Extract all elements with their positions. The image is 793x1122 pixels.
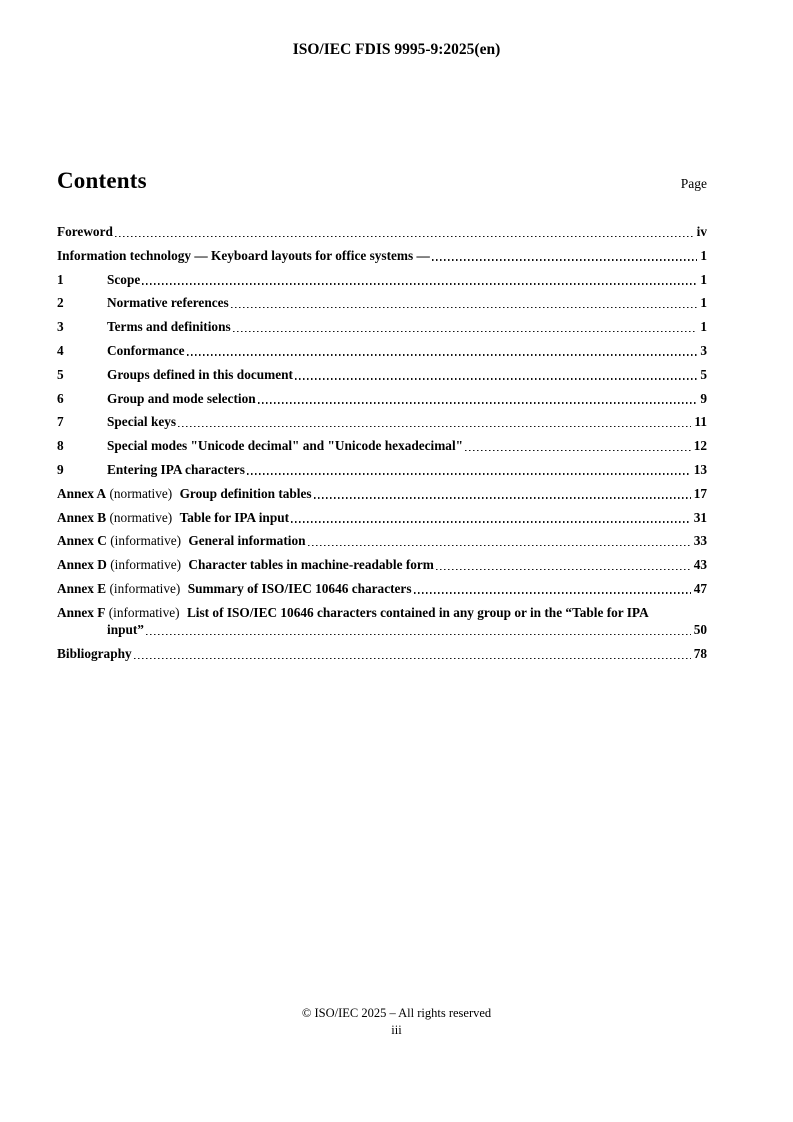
annex-kind: (informative) — [110, 533, 182, 549]
annex-label: Annex D — [57, 557, 107, 573]
toc-entry-page: 13 — [693, 461, 707, 477]
toc-entry-page: 50 — [693, 622, 707, 638]
folio-page-number: iii — [391, 1023, 402, 1037]
toc-entry-page: 17 — [693, 485, 707, 501]
toc-entry-number: 1 — [57, 271, 64, 287]
annex-kind: (normative) — [109, 509, 173, 525]
annex-kind: (informative) — [110, 557, 182, 573]
toc-entry-title: Normative references — [107, 295, 229, 311]
dot-leader — [465, 450, 691, 452]
copyright-notice: © ISO/IEC 2025 – All rights reserved — [301, 1006, 492, 1020]
toc-entry-title: Bibliography — [57, 646, 132, 662]
toc-entry-annex-f-line1[interactable] — [57, 605, 707, 621]
annex-kind: (informative) — [108, 604, 180, 620]
toc-entry-number: 7 — [57, 414, 64, 430]
toc-entry-title: Terms and definitions — [107, 319, 231, 335]
toc-entry-title: Groups defined in this document — [107, 366, 293, 382]
dot-leader — [308, 545, 691, 547]
toc-entry-title: Entering IPA characters — [107, 461, 245, 477]
dot-leader — [134, 658, 691, 660]
toc-entry-bibliography[interactable] — [57, 646, 707, 662]
annex-label: Annex C — [57, 533, 107, 549]
dot-leader — [233, 331, 698, 333]
dot-leader — [146, 634, 691, 636]
annex-title: Group definition tables — [179, 485, 312, 501]
dot-leader — [436, 569, 691, 571]
toc-entry-page: 47 — [693, 580, 707, 596]
dot-leader — [178, 426, 691, 428]
toc-entry-number: 6 — [57, 390, 64, 406]
contents-heading: Contents — [57, 168, 147, 193]
toc-entry-page: 1 — [700, 319, 707, 335]
dot-leader — [187, 354, 698, 356]
toc-entry-annex-f-line2[interactable] — [57, 622, 707, 638]
toc-entry-page: 78 — [693, 646, 707, 662]
toc-entry-annex-e[interactable] — [57, 581, 707, 597]
dot-leader — [414, 592, 691, 594]
toc-entry-title — [57, 486, 312, 502]
toc-entry-title — [57, 510, 289, 526]
toc-entry-title — [57, 581, 412, 597]
toc-entry-page: 33 — [693, 533, 707, 549]
toc-entry-page: iv — [696, 224, 707, 239]
dot-leader — [115, 236, 694, 238]
toc-entry-page: 11 — [694, 414, 707, 430]
toc-entry-clause-3[interactable] — [57, 319, 707, 335]
toc-entry-foreword[interactable] — [57, 224, 707, 240]
toc-entry-page: 1 — [700, 271, 707, 287]
dot-leader — [258, 402, 698, 404]
toc-entry-page: 5 — [700, 366, 707, 382]
toc-entry-annex-d[interactable] — [57, 557, 707, 573]
toc-entry-clause-1[interactable] — [57, 272, 707, 288]
annex-label: Annex B — [57, 509, 107, 525]
dot-leader — [247, 473, 691, 475]
toc-entry-clause-9[interactable] — [57, 462, 707, 478]
toc-entry-page: 1 — [700, 295, 707, 311]
annex-label: Annex E — [57, 580, 107, 596]
toc-entry-number: 9 — [57, 461, 64, 477]
toc-entry-clause-6[interactable] — [57, 391, 707, 407]
annex-title: Summary of ISO/IEC 10646 characters — [187, 580, 412, 596]
annex-title: List of ISO/IEC 10646 characters contained in any group or in the “Table for IPA — [186, 604, 649, 620]
toc-entry-document-title[interactable] — [57, 248, 707, 264]
annex-title: Table for IPA input — [179, 509, 290, 525]
toc-entry-title: Information technology — Keyboard layouts for office systems — — [57, 247, 430, 263]
toc-entry-annex-b[interactable] — [57, 510, 707, 526]
annex-label: Annex A — [57, 485, 107, 501]
annex-label: Annex F — [57, 604, 106, 620]
toc-entry-page: 31 — [693, 509, 707, 525]
dot-leader — [295, 378, 697, 380]
dot-leader — [231, 307, 698, 309]
toc-entry-page: 1 — [700, 247, 707, 263]
toc-entry-title: Conformance — [107, 342, 185, 358]
toc-entry-title — [57, 605, 649, 621]
dot-leader — [142, 283, 697, 285]
toc-entry-number: 5 — [57, 366, 64, 382]
toc-entry-title-continuation: input” — [107, 622, 144, 638]
toc-entry-clause-2[interactable] — [57, 295, 707, 311]
dot-leader — [432, 259, 698, 261]
toc-entry-number: 8 — [57, 438, 64, 454]
toc-entry-annex-a[interactable] — [57, 486, 707, 502]
toc-entry-page: 12 — [693, 438, 707, 454]
toc-entry-number: 2 — [57, 295, 64, 311]
annex-kind: (informative) — [109, 580, 181, 596]
toc-entry-title — [57, 557, 434, 573]
toc-entry-annex-c[interactable] — [57, 533, 707, 549]
annex-title: Character tables in machine-readable form — [188, 557, 434, 573]
toc-entry-page: 3 — [700, 342, 707, 358]
document-header-title: ISO/IEC FDIS 9995-9:2025(en) — [292, 41, 501, 58]
table-of-contents — [57, 224, 707, 670]
page-column-label: Page — [680, 176, 707, 191]
toc-entry-title: Foreword — [57, 224, 113, 239]
document-footer — [0, 1005, 793, 1039]
toc-entry-clause-7[interactable] — [57, 414, 707, 430]
toc-entry-title — [57, 533, 306, 549]
toc-entry-clause-5[interactable] — [57, 367, 707, 383]
dot-leader — [291, 521, 691, 523]
contents-header — [57, 168, 707, 194]
toc-entry-number: 4 — [57, 342, 64, 358]
toc-entry-number: 3 — [57, 319, 64, 335]
annex-kind: (normative) — [109, 485, 173, 501]
annex-title: General information — [188, 533, 306, 549]
toc-entry-title: Special modes "Unicode decimal" and "Unicode hexadecimal" — [107, 438, 464, 454]
toc-entry-page: 43 — [693, 557, 707, 573]
toc-entry-title: Group and mode selection — [107, 390, 256, 406]
toc-entry-clause-8[interactable] — [57, 438, 707, 454]
toc-entry-page: 9 — [700, 390, 707, 406]
toc-entry-title: Scope — [107, 271, 141, 287]
toc-entry-clause-4[interactable] — [57, 343, 707, 359]
dot-leader — [314, 497, 691, 499]
toc-entry-title: Special keys — [107, 414, 177, 430]
